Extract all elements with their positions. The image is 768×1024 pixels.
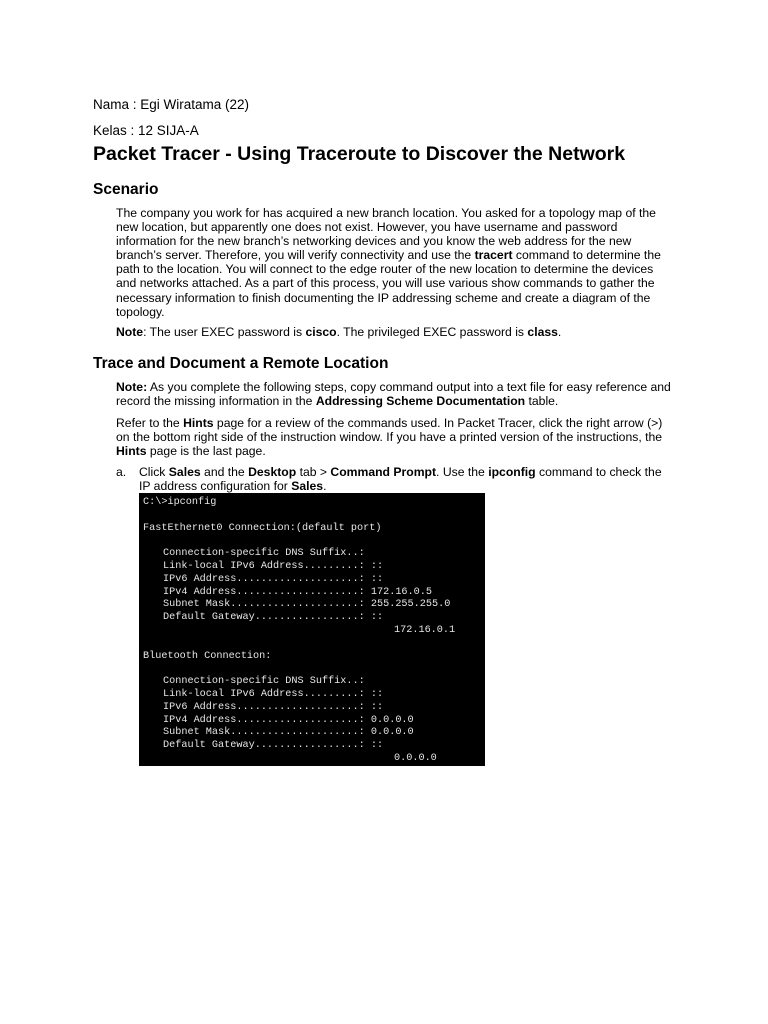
bold-text: class <box>527 325 558 339</box>
student-name: Nama : Egi Wiratama (22) <box>93 97 250 112</box>
text-run: . Use the <box>436 465 489 479</box>
password-note <box>116 325 676 339</box>
terminal-line: Connection-specific DNS Suffix..: <box>163 676 365 688</box>
terminal-line: Connection-specific DNS Suffix..: <box>163 548 365 560</box>
text-run: . <box>323 479 327 494</box>
bold-text: cisco <box>305 325 337 339</box>
bold-text: Desktop <box>248 465 297 479</box>
terminal-line: Default Gateway.................: :: <box>163 612 384 624</box>
text-run: Click <box>139 465 169 479</box>
terminal-line: Bluetooth Connection: <box>143 650 272 662</box>
command-prompt-screenshot <box>139 493 485 766</box>
terminal-line: Link-local IPv6 Address.........: :: <box>163 561 384 572</box>
terminal-line: IPv6 Address....................: :: <box>163 573 384 585</box>
bold-text: Hints <box>116 444 147 459</box>
terminal-line: Subnet Mask.....................: 0.0.0.0 <box>163 727 414 739</box>
bold-text: Sales <box>168 465 201 479</box>
text-run: command to check the IP address configuration for <box>139 465 662 494</box>
bold-text: Addressing Scheme Documentation <box>315 394 526 409</box>
bold-text: ipconfig <box>488 465 536 479</box>
step-a-text <box>139 465 676 493</box>
trace-note <box>116 380 676 408</box>
student-class: Kelas : 12 SIJA-A <box>93 123 199 138</box>
text-run: tab > <box>296 465 331 479</box>
terminal-line: 172.16.0.1 <box>394 625 456 636</box>
terminal-line: Subnet Mask.....................: 255.255.255.0 <box>163 599 451 611</box>
bold-text: Note <box>116 325 144 339</box>
text-run: . <box>557 325 562 339</box>
text-run: As you complete the following steps, copy command output into a text file for easy reference and record the missing information in the <box>116 380 671 409</box>
trace-heading: Trace and Document a Remote Location <box>93 355 389 372</box>
terminal-line: IPv6 Address....................: :: <box>163 701 384 713</box>
terminal-line: IPv4 Address....................: 172.16.0.5 <box>163 586 432 598</box>
text-run: page for a review of the commands used. In Packet Tracer, click the right arrow (>) on the bottom right side of the instruction window. If you have a printed version of the instructions, the <box>116 416 663 445</box>
scenario-paragraph <box>116 206 676 319</box>
terminal-line: 0.0.0.0 <box>394 753 437 764</box>
document-title: Packet Tracer - Using Traceroute to Discover the Network <box>93 143 626 165</box>
text-run: . The privileged EXEC password is <box>336 325 528 339</box>
text-run: Refer to the <box>116 416 184 430</box>
terminal-line: IPv4 Address....................: 0.0.0.0 <box>163 714 414 726</box>
step-a-marker: a. <box>116 465 127 479</box>
terminal-line: FastEthernet0 Connection:(default port) <box>143 522 382 534</box>
bold-text: tracert <box>474 248 513 263</box>
scenario-heading: Scenario <box>93 181 159 198</box>
bold-text: Note: <box>116 380 148 394</box>
text-run: and the <box>200 465 249 479</box>
terminal-line: C:\>ipconfig <box>143 497 217 508</box>
hints-paragraph <box>116 416 676 458</box>
bold-text: Hints <box>183 416 214 430</box>
text-run: The company you work for has acquired a new branch location. You asked for a topology map of the new location, but apparently one does not exist. However, you have username and password information for the new branch’s networking devices and you know the web address for the new branch’s server. Therefore, you will verify connectivity and use the <box>116 206 656 263</box>
text-run: command to determine the path to the location. You will connect to the edge router of the new location to determine the devices and networks attached. As a part of this process, you will use various show commands to gather the necessary information to finish documenting the IP addressing scheme and create a diagram of the topology. <box>116 248 661 319</box>
text-run: : The user EXEC password is <box>143 325 306 339</box>
terminal-line: Default Gateway.................: :: <box>163 740 384 752</box>
bold-text: Command Prompt <box>330 465 437 479</box>
terminal-line: Link-local IPv6 Address.........: :: <box>163 689 384 700</box>
text-run: page is the last page. <box>146 444 266 459</box>
text-run: table. <box>525 394 559 409</box>
bold-text: Sales <box>291 479 324 494</box>
